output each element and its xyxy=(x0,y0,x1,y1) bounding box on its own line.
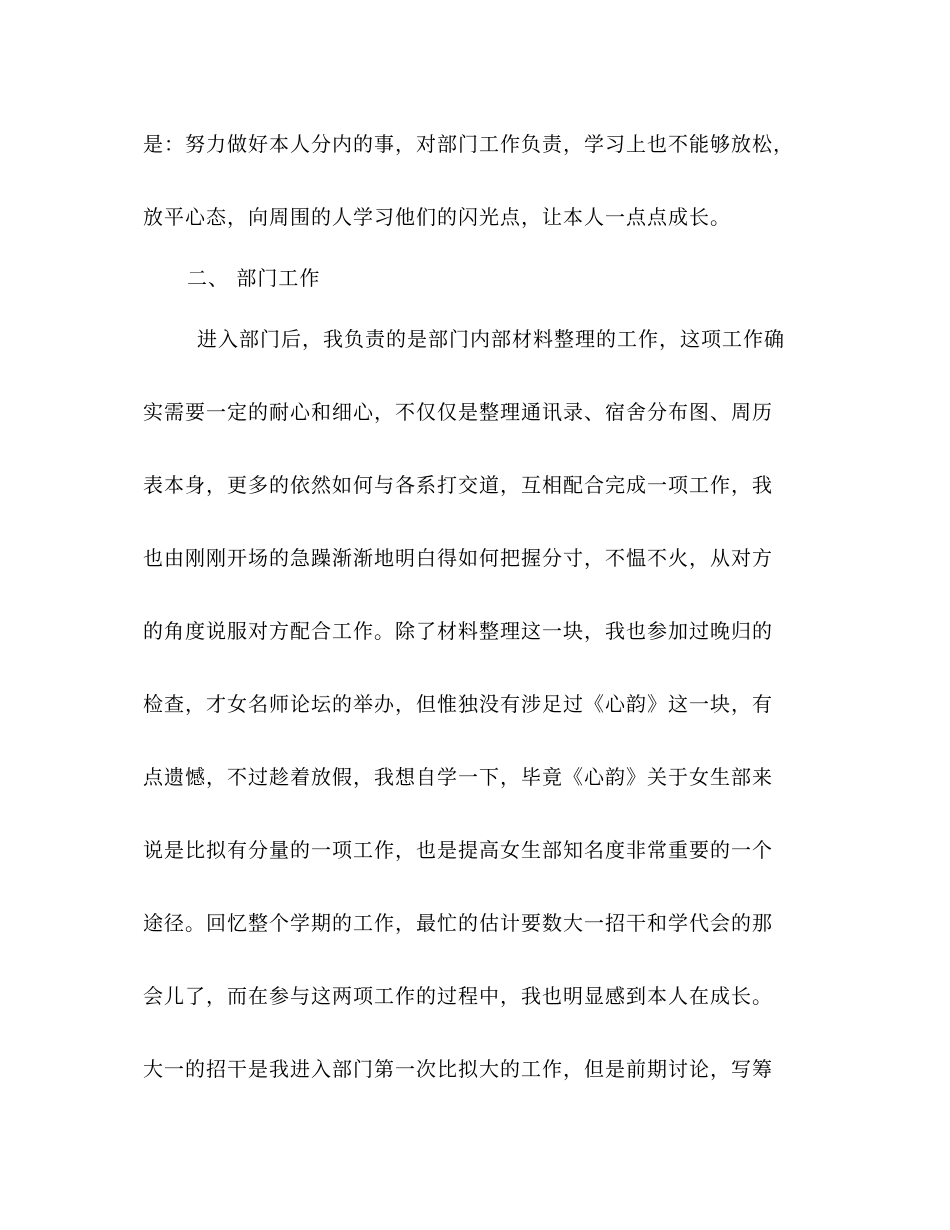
text-line: 途径。回忆整个学期的工作，最忙的估计要数大一招干和学代会的那 xyxy=(143,911,773,935)
text-line: 说是比拟有分量的一项工作，也是提高女生部知名度非常重要的一个 xyxy=(143,838,773,862)
text-line: 的角度说服对方配合工作。除了材料整理这一块，我也参加过晚归的 xyxy=(143,619,773,643)
paragraph-first-line: 进入部门后，我负责的是部门内部材料整理的工作，这项工作确 xyxy=(197,327,785,351)
text-line: 大一的招干是我进入部门第一次比拟大的工作，但是前期讨论，写筹 xyxy=(143,1057,773,1081)
text-line: 会儿了，而在参与这两项工作的过程中，我也明显感到本人在成长。 xyxy=(143,984,773,1008)
text-line: 点遗憾，不过趁着放假，我想自学一下，毕竟《心韵》关于女生部来 xyxy=(143,765,773,789)
text-line: 也由刚刚开场的急躁渐渐地明白得如何把握分寸，不愠不火，从对方 xyxy=(143,546,773,570)
text-line: 放平心态，向周围的人学习他们的闪光点，让本人一点点成长。 xyxy=(143,205,731,229)
section-heading: 二、 部门工作 xyxy=(187,266,321,290)
text-line: 表本身，更多的依然如何与各系打交道，互相配合完成一项工作，我 xyxy=(143,473,773,497)
text-line: 检查，才女名师论坛的举办，但惟独没有涉足过《心韵》这一块，有 xyxy=(143,692,773,716)
text-line: 是：努力做好本人分内的事，对部门工作负责，学习上也不能够放松， xyxy=(143,132,794,156)
text-line: 实需要一定的耐心和细心，不仅仅是整理通讯录、宿舍分布图、周历 xyxy=(143,400,773,424)
